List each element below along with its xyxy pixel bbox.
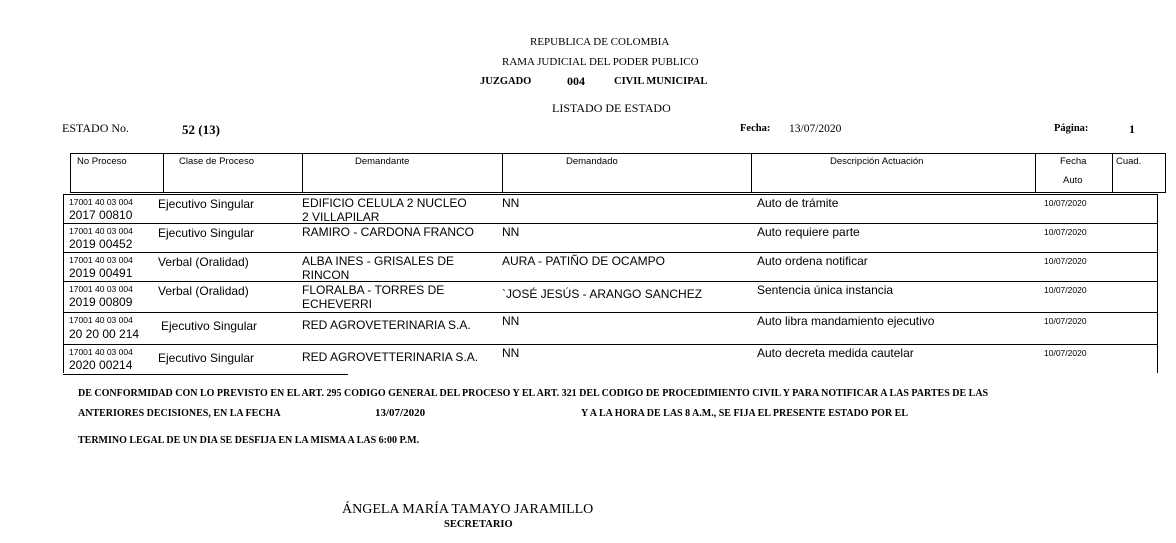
table-row bbox=[64, 313, 1157, 345]
header-juzgado-label: JUZGADO bbox=[480, 76, 532, 87]
fecha-auto: 10/07/2020 bbox=[1044, 227, 1087, 237]
descripcion-actuacion: Auto ordena notificar bbox=[757, 254, 868, 268]
legal-text-fecha: 13/07/2020 bbox=[375, 407, 426, 419]
table-row bbox=[64, 253, 1157, 282]
legal-text-line2a: ANTERIORES DECISIONES, EN LA FECHA bbox=[78, 408, 281, 419]
proceso-codigo: 17001 40 03 004 bbox=[69, 197, 133, 207]
descripcion-actuacion: Sentencia única instancia bbox=[757, 283, 894, 297]
proceso-numero: 2019 00491 bbox=[69, 266, 133, 280]
fecha-auto: 10/07/2020 bbox=[1044, 256, 1087, 266]
clase-proceso: Ejecutivo Singular bbox=[158, 351, 255, 365]
proceso-codigo: 17001 40 03 004 bbox=[69, 255, 133, 265]
proceso-numero: 2019 00809 bbox=[69, 295, 133, 309]
header-rama: RAMA JUDICIAL DEL PODER PUBLICO bbox=[502, 56, 699, 68]
proceso-numero: 2019 00452 bbox=[69, 237, 133, 251]
estado-value: 52 (13) bbox=[182, 122, 220, 137]
fecha-auto: 10/07/2020 bbox=[1044, 285, 1087, 295]
descripcion-actuacion: Auto de trámite bbox=[757, 196, 839, 210]
proceso-codigo: 17001 40 03 004 bbox=[69, 284, 133, 294]
header-republica: REPUBLICA DE COLOMBIA bbox=[530, 36, 670, 48]
table-row bbox=[64, 345, 1157, 373]
table-row bbox=[64, 224, 1157, 253]
proceso-codigo: 17001 40 03 004 bbox=[69, 347, 133, 357]
demandante: RED AGROVETTERINARIA S.A. bbox=[302, 350, 479, 364]
fecha-auto: 10/07/2020 bbox=[1044, 316, 1087, 326]
header-listado: LISTADO DE ESTADO bbox=[552, 101, 671, 115]
table-row bbox=[64, 195, 1157, 224]
column-header bbox=[70, 153, 1166, 193]
clase-proceso: Ejecutivo Singular bbox=[158, 197, 255, 211]
demandante: RED AGROVETERINARIA S.A. bbox=[302, 318, 471, 332]
demandante: RAMIRO - CARDONA FRANCO bbox=[302, 225, 475, 239]
descripcion-actuacion: Auto decreta medida cautelar bbox=[757, 346, 914, 360]
col-clase: Clase de Proceso bbox=[163, 154, 303, 192]
proceso-codigo: 17001 40 03 004 bbox=[69, 226, 133, 236]
header-juzgado-tipo: CIVIL MUNICIPAL bbox=[614, 76, 708, 87]
col-no-proceso: No Proceso bbox=[71, 154, 164, 192]
legal-text-line3: TERMINO LEGAL DE UN DIA SE DESFIJA EN LA MISMA A LAS 6:00 P.M. bbox=[78, 435, 420, 446]
col-demandado: Demandado bbox=[502, 154, 752, 192]
demandante: EDIFICIO CELULA 2 NUCLEO 2 VILLAPILAR bbox=[302, 196, 467, 224]
pagina-label: Página: bbox=[1054, 123, 1089, 134]
demandado: `JOSÉ JESÚS - ARANGO SANCHEZ bbox=[502, 287, 703, 301]
proceso-codigo: 17001 40 03 004 bbox=[69, 315, 133, 325]
header-juzgado-num: 004 bbox=[567, 74, 585, 88]
clase-proceso: Verbal (Oralidad) bbox=[158, 255, 249, 269]
table-bottom-rule bbox=[63, 374, 348, 375]
table-row bbox=[64, 282, 1157, 313]
descripcion-actuacion: Auto requiere parte bbox=[757, 225, 860, 239]
demandado: AURA - PATIÑO DE OCAMPO bbox=[502, 254, 665, 268]
proceso-numero: 2020 00214 bbox=[69, 358, 133, 372]
estado-label: ESTADO No. bbox=[62, 121, 130, 135]
fecha-auto: 10/07/2020 bbox=[1044, 348, 1087, 358]
secretario-nombre: ÁNGELA MARÍA TAMAYO JARAMILLO bbox=[342, 502, 594, 517]
secretario-cargo: SECRETARIO bbox=[444, 519, 513, 530]
clase-proceso: Ejecutivo Singular bbox=[158, 226, 255, 240]
proceso-numero: 2017 00810 bbox=[69, 208, 133, 222]
demandado: NN bbox=[502, 346, 520, 360]
demandante: FLORALBA - TORRES DE ECHEVERRI bbox=[302, 283, 445, 311]
legal-text-line2c: Y A LA HORA DE LAS 8 A.M., SE FIJA EL PRESENTE ESTADO POR EL bbox=[581, 408, 909, 419]
pagina-value: 1 bbox=[1129, 122, 1135, 136]
demandado: NN bbox=[502, 196, 520, 210]
col-demandante: Demandante bbox=[302, 154, 503, 192]
col-fecha-auto: Fecha Auto bbox=[1035, 154, 1113, 192]
proceso-numero: 20 20 00 214 bbox=[69, 327, 140, 341]
col-descripcion: Descripción Actuación bbox=[751, 154, 1036, 192]
demandante: ALBA INES - GRISALES DE RINCON bbox=[302, 254, 455, 282]
legal-text-line1: DE CONFORMIDAD CON LO PREVISTO EN EL ART. 295 CODIGO GENERAL DEL PROCESO Y EL ART. 321 DEL CODIGO DE PROCEDIMIENTO CIVIL Y PARA NOTIFICAR A LAS PARTES DE LAS bbox=[78, 388, 989, 399]
fecha-auto: 10/07/2020 bbox=[1044, 198, 1087, 208]
fecha-value: 13/07/2020 bbox=[789, 123, 842, 135]
clase-proceso: Verbal (Oralidad) bbox=[158, 284, 249, 298]
estado-table bbox=[63, 194, 1158, 373]
demandado: NN bbox=[502, 314, 520, 328]
clase-proceso: Ejecutivo Singular bbox=[161, 319, 258, 333]
demandado: NN bbox=[502, 225, 520, 239]
col-cuad: Cuad. bbox=[1116, 156, 1142, 167]
descripcion-actuacion: Auto libra mandamiento ejecutivo bbox=[757, 314, 935, 328]
fecha-label: Fecha: bbox=[740, 123, 771, 134]
